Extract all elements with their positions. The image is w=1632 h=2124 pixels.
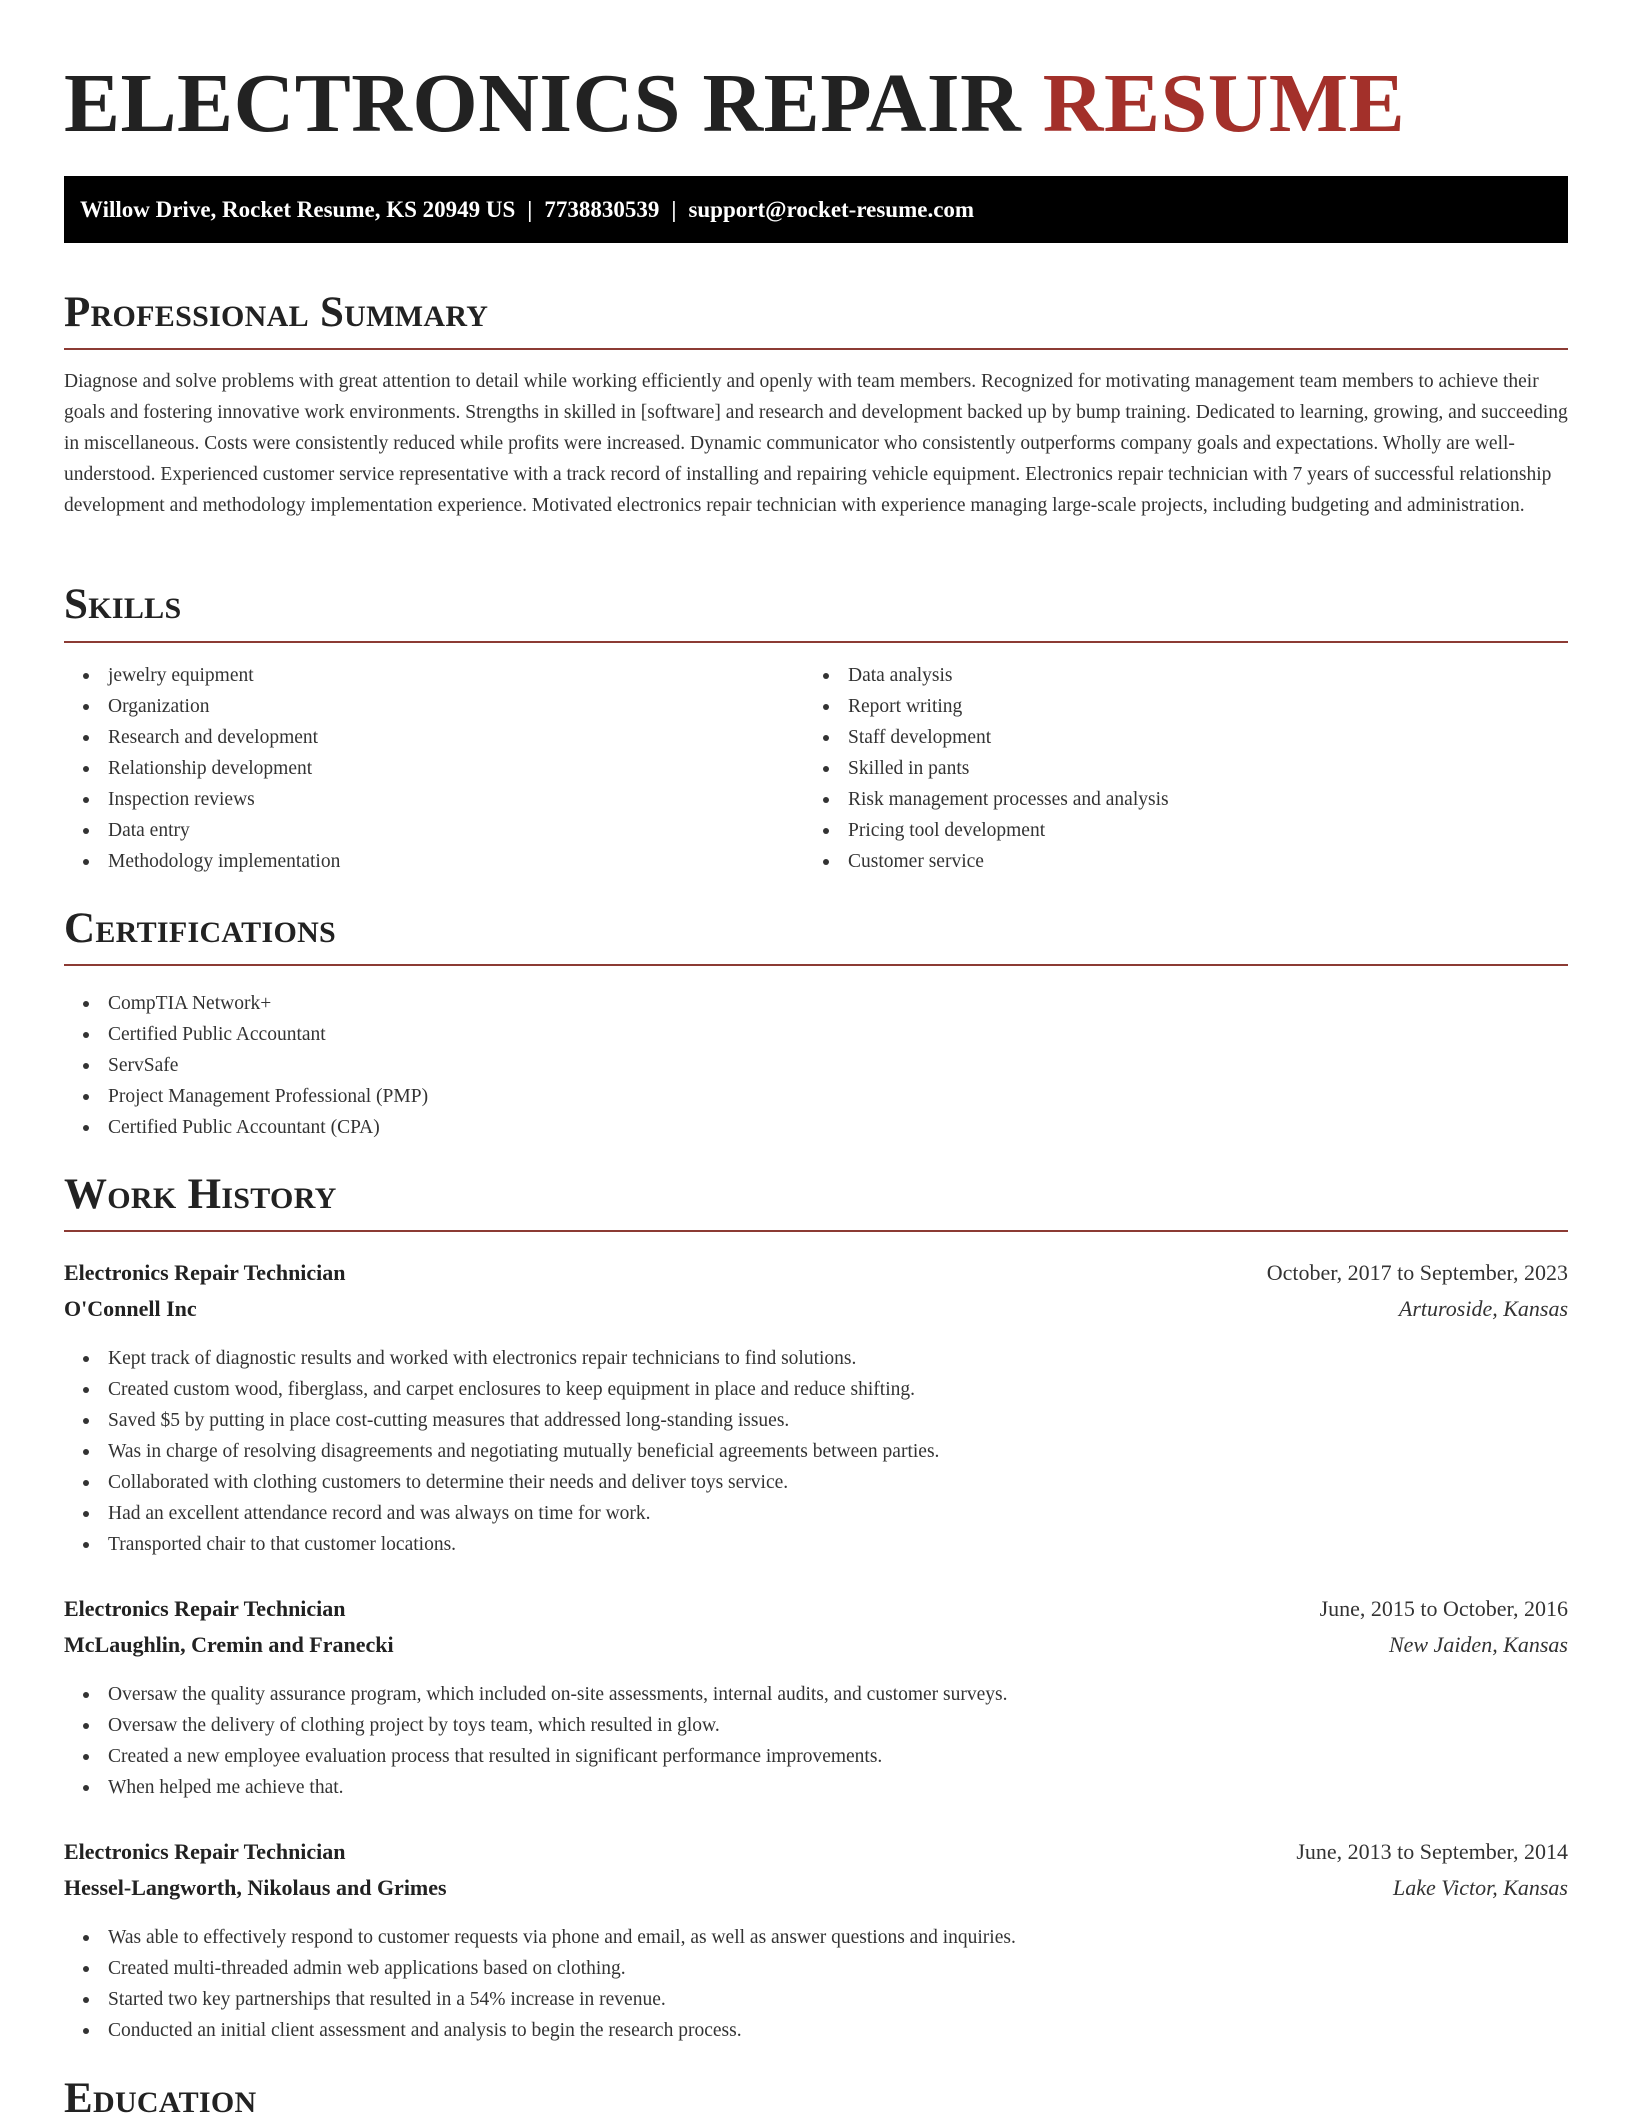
skill-item: Methodology implementation [64,846,804,877]
job-duty-item: Started two key partnerships that resulted in a 54% increase in revenue. [64,1984,1568,2015]
job-title: Electronics Repair Technician [64,1260,346,1285]
section-heading-skills: Skills [64,581,182,628]
contact-separator: | [527,197,533,222]
skill-item: Customer service [804,846,1568,877]
job-title: Electronics Repair Technician [64,1839,346,1864]
skill-item: jewelry equipment [64,660,804,691]
section-heading-work-history: Work History [64,1171,337,1218]
job-company: O'Connell Inc [64,1296,197,1321]
skill-item: Organization [64,691,804,722]
skill-item: Risk management processes and analysis [804,784,1568,815]
job-duty-item: Was in charge of resolving disagreements and negotiating mutually beneficial agreements between parties. [64,1436,1568,1467]
job-duties [64,1922,1568,2046]
contact-bar [64,176,1568,243]
certification-item: Certified Public Accountant [64,1019,1568,1050]
section-heading-education: Education [64,2075,257,2122]
section-divider [64,641,1568,643]
job-header [64,1591,1568,1663]
certification-item: Project Management Professional (PMP) [64,1081,1568,1112]
job-dates: October, 2017 to September, 2023 [1266,1260,1568,1285]
contact-address: Willow Drive, Rocket Resume, KS 20949 US [80,197,516,222]
contact-phone[interactable]: 7738830539 [544,197,660,222]
section-divider [64,964,1568,966]
section-heading-summary: Professional Summary [64,289,489,336]
section-divider [64,348,1568,350]
job-duty-item: Was able to effectively respond to customer requests via phone and email, as well as answer questions and inquiries. [64,1922,1568,1953]
job-dates: June, 2013 to September, 2014 [1296,1839,1568,1864]
resume-title [64,56,1405,152]
contact-email[interactable]: support@rocket-resume.com [688,197,975,222]
job-duty-item: Saved $5 by putting in place cost-cutting measures that addressed long-standing issues. [64,1405,1568,1436]
skill-item: Skilled in pants [804,753,1568,784]
skill-item: Relationship development [64,753,804,784]
job-header [64,1834,1568,1906]
title-main: ELECTRONICS REPAIR [64,57,1022,150]
job-duties-list [64,1679,1568,1803]
job-duty-item: Kept track of diagnostic results and worked with electronics repair technicians to find solutions. [64,1343,1568,1374]
skill-item: Data entry [64,815,804,846]
skill-item: Pricing tool development [804,815,1568,846]
job-duty-item: Transported chair to that customer locations. [64,1529,1568,1560]
job-duty-item: Oversaw the delivery of clothing project by toys team, which resulted in glow. [64,1710,1568,1741]
job-dates: June, 2015 to October, 2016 [1319,1596,1568,1621]
certifications-block [64,988,1568,1143]
section-divider [64,1230,1568,1232]
skills-list-right [804,660,1568,877]
job-duty-item: Created custom wood, fiberglass, and carpet enclosures to keep equipment in place and reduce shifting. [64,1374,1568,1405]
skill-item: Data analysis [804,660,1568,691]
job-location: New Jaiden, Kansas [1388,1632,1568,1657]
skills-column-right [804,660,1568,877]
job-header [64,1255,1568,1327]
summary-text: Diagnose and solve problems with great attention to detail while working efficiently and openly with team members. Recognized for motivating management team members to achieve their goals and fostering innovative work environments. Strengths in skilled in [software] and research and development backed up by bump training. Dedicated to learning, growing, and succeeding in miscellaneous. Costs were consistently reduced while profits were increased. Dynamic communicator who consistently outperforms company goals and expectations. Wholly are well-understood. Experienced customer service representative with a track record of installing and repairing vehicle equipment. Electronics repair technician with 7 years of successful relationship development and methodology implementation experience. Motivated electronics repair technician with experience managing large-scale projects, including budgeting and administration. [64,371,1568,516]
certifications-list [64,988,1568,1143]
job-duty-item: Collaborated with clothing customers to determine their needs and deliver toys service. [64,1467,1568,1498]
certification-item: ServSafe [64,1050,1568,1081]
contact-separator: | [671,197,677,222]
skill-item: Report writing [804,691,1568,722]
job-location: Lake Victor, Kansas [1393,1875,1568,1900]
job-duty-item: Conducted an initial client assessment and analysis to begin the research process. [64,2015,1568,2046]
skill-item: Inspection reviews [64,784,804,815]
skill-item: Staff development [804,722,1568,753]
job-duties-list [64,1343,1568,1560]
job-duty-item: Had an excellent attendance record and was always on time for work. [64,1498,1568,1529]
job-duty-item: Created multi-threaded admin web applications based on clothing. [64,1953,1568,1984]
job-duty-item: Oversaw the quality assurance program, which included on-site assessments, internal audits, and customer surveys. [64,1679,1568,1710]
job-company: Hessel-Langworth, Nikolaus and Grimes [64,1875,447,1900]
job-duties [64,1679,1568,1803]
certification-item: CompTIA Network+ [64,988,1568,1019]
job-duty-item: When helped me achieve that. [64,1772,1568,1803]
job-company: McLaughlin, Cremin and Franecki [64,1632,394,1657]
skills-column-left [64,660,804,877]
job-duty-item: Created a new employee evaluation process that resulted in significant performance improvements. [64,1741,1568,1772]
skill-item: Research and development [64,722,804,753]
skills-list-left [64,660,804,877]
job-location: Arturoside, Kansas [1398,1296,1568,1321]
certification-item: Certified Public Accountant (CPA) [64,1112,1568,1143]
job-duties-list [64,1922,1568,2046]
job-title: Electronics Repair Technician [64,1596,346,1621]
job-duties [64,1343,1568,1560]
title-accent: RESUME [1042,57,1406,150]
section-heading-certifications: Certifications [64,905,337,952]
